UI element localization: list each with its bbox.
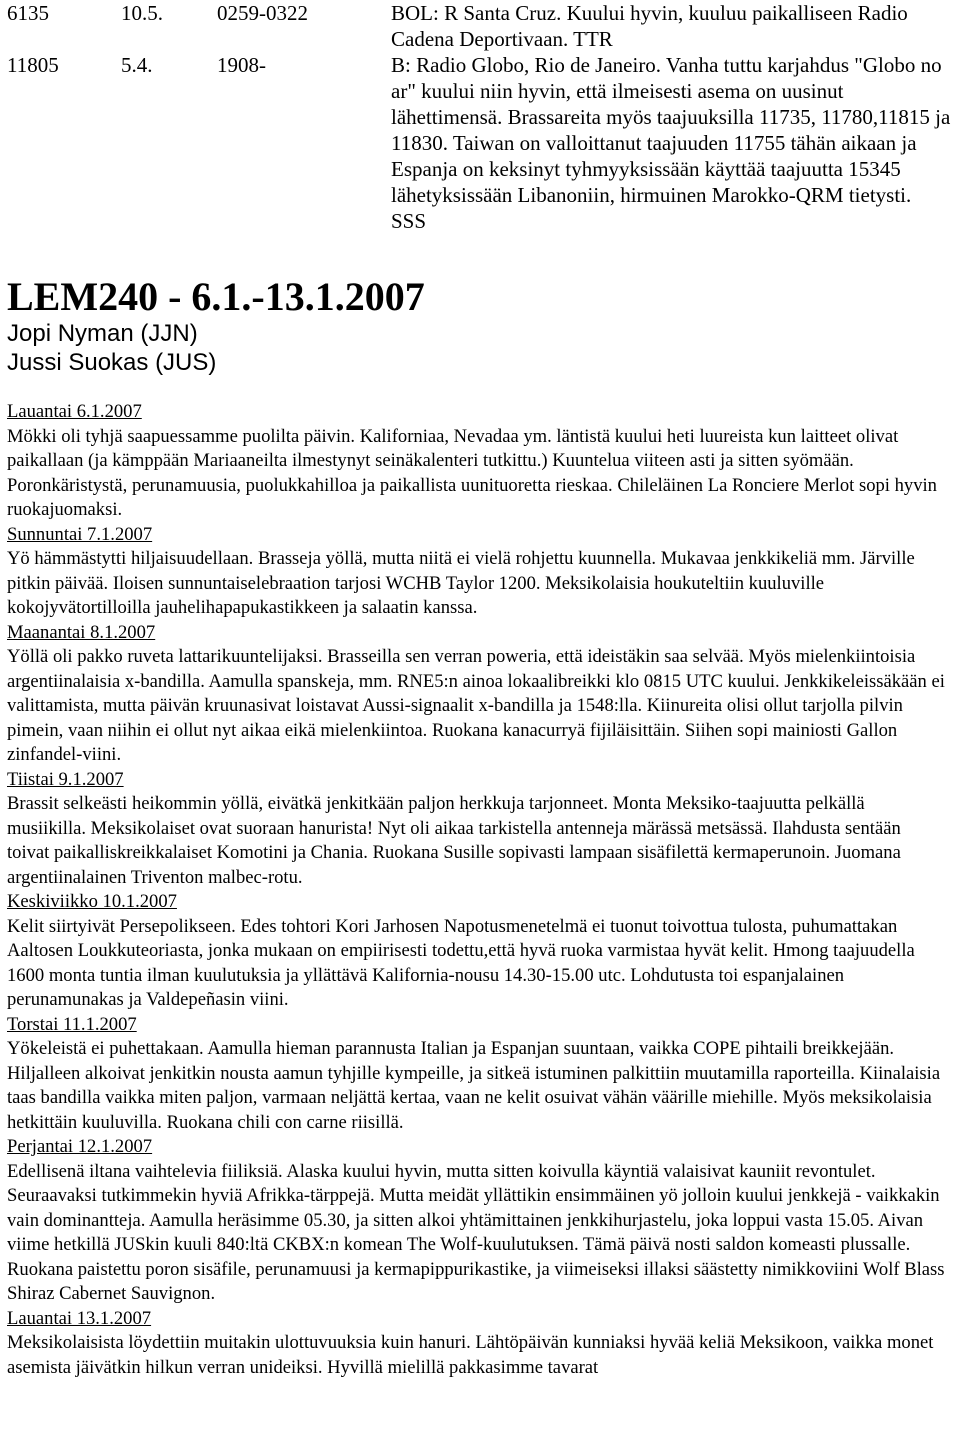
diary-day <box>7 621 947 768</box>
day-heading: Lauantai 6.1.2007 <box>7 401 142 422</box>
log-time: 1908- <box>217 53 266 77</box>
log-table <box>7 0 951 234</box>
day-text: Yöllä oli pakko ruveta lattarikuuntelijaksi. Brasseilla sen verran poweria, että ideistäkin saa selvää. Myös mielenkiintoisia argentiinalaisia x-bandilla. Aamulla spanskeja, mm. RNE5:n ainoa lokaalibreikki klo 0815 UTC kuului. Jenkkikeleissäkään ei valittamista, mutta päivän kruunasivat loistavat Aussi-signaalit x-bandilla ja 1548:lla. Kiinureita olisi ollut tarjolla pilvin pimein, vaan niihin ei ollut nyt aikaa eikä mielenkiintoa. Ruokana kanacurryä fijiläisittäin. Siihen sopi mainiosti Gallon zinfandel-viini. <box>7 646 945 765</box>
day-heading: Keskiviikko 10.1.2007 <box>7 891 177 912</box>
diary-day <box>7 400 947 523</box>
day-text: Mökki oli tyhjä saapuessamme puolilta päivin. Kaliforniaa, Nevadaa ym. läntistä kuului heti luureista kun laitteet olivat paikallaan (ja kämppään Mariaaneilta ilmestynyt seinäkalenteri tutkittu.) Kuuntelua viiteen asti ja sitten syömään. Poronkäristystä, perunamuusia, puolukkahilloa ja paikallista uunituoretta rieskaa. Chileläinen La Ronciere Merlot sopi hyvin ruokajuomaksi. <box>7 425 937 520</box>
day-text: Yö hämmästytti hiljaisuudellaan. Brasseja yöllä, mutta niitä ei vielä rohjettu kuunnella. Mukavaa jenkkikeliä mm. Järville pitkin päivää. Iloisen sunnuntaiselebraation tarjosi WCHB Taylor 1200. Meksikolaisia houkuteltiin kuuluville kokojyvätortilloilla jauhelihapapukastikkeen ja salaatin kanssa. <box>7 548 915 618</box>
log-date: 5.4. <box>121 53 153 77</box>
author-list <box>7 319 216 377</box>
day-text: Meksikolaisista löydettiin muitakin ulottuvuuksia kuin hanuri. Lähtöpäivän kunniaksi hyvää keliä Meksikoon, vaikka monet asemista jäivätkin hilkun verran unideiksi. Hyvillä mielillä pakkasimme tavarat <box>7 1332 934 1378</box>
log-text: BOL: R Santa Cruz. Kuului hyvin, kuuluu paikalliseen Radio Cadena Deportivaan. TTR <box>391 1 908 51</box>
log-frequency: 11805 <box>7 53 59 77</box>
diary <box>7 400 947 1380</box>
day-text: Edellisenä iltana vaihtelevia fiiliksiä. Alaska kuului hyvin, mutta sitten koivulla käyntiä valaisivat kauniit revontulet. Seuraavaksi tutkimmekin hyviä Afrikka-tärppejä. Mutta meidät yllättikin ensimmäinen yö jolloin kuului jenkkejä - vaikkakin vain dominantteja. Aamulla heräsimme 05.30, ja sitten alkoi yhtämittainen jenkkihurjastelu, joka loppui vasta 15.05. Aivan viime hetkillä JUSkin kuuli 840:ltä CKBX:n komean The Wolf-kuulutuksen. Tämä päivä nosti saldon komeasti plussalle. Ruokana paistettu poron sisäfile, perunamuusi ja kermapippurikastike, ja viimeiseksi illaksi säästetty nimikkoviini Wolf Blass Shiraz Cabernet Sauvignon. <box>7 1160 945 1304</box>
report-title: LEM240 - 6.1.-13.1.2007 <box>7 274 425 319</box>
day-text: Kelit siirtyivät Persepolikseen. Edes tohtori Kori Jarhosen Napotusmenetelmä ei tuonut toivottua tulosta, puhumattakan Aaltosen Loukkuteoriasta, jonka mukaan on empiirisesti todettu,että hyvä ruoka varmistaa hyvät kelit. Hmong taajuudella 1600 monta tuntia ilman kuulutuksia ja yllättävä Kalifornia-nousu 14.30-15.00 utc. Lohdutusta toi espanjalainen perunamunakas ja Valdepeñasin viini. <box>7 915 915 1010</box>
day-heading: Perjantai 12.1.2007 <box>7 1136 153 1157</box>
diary-day <box>7 1307 947 1381</box>
author-name: Jussi Suokas (JUS) <box>7 349 217 376</box>
day-heading: Lauantai 13.1.2007 <box>7 1307 152 1329</box>
log-entry <box>7 0 951 52</box>
log-date: 10.5. <box>121 1 163 25</box>
author-name: Jopi Nyman (JJN) <box>7 320 198 347</box>
day-heading: Maanantai 8.1.2007 <box>7 621 156 643</box>
day-heading: Tiistai 9.1.2007 <box>7 768 124 790</box>
diary-day <box>7 523 947 621</box>
diary-day <box>7 768 947 891</box>
diary-day <box>7 1013 947 1136</box>
diary-day <box>7 1135 947 1307</box>
day-heading: Torstai 11.1.2007 <box>7 1013 137 1035</box>
log-text: B: Radio Globo, Rio de Janeiro. Vanha tuttu karjahdus "Globo no ar" kuului niin hyvin, että ilmeisesti asema on uusinut lähettimensä. Brassareita myös taajuuksilla 11735, 11780,11815 ja 11830. Taiwan on valloittanut taajuuden 11755 tähän aikaan ja Espanja on keksinyt tyhmyyksissään käyttää taajuutta 15345 lähetyksissään Libanoniin, hirmuinen Marokko-QRM tietysti. SSS <box>391 53 951 233</box>
log-entry <box>7 52 951 234</box>
day-text: Yökeleistä ei puhettakaan. Aamulla hieman parannusta Italian ja Espanjan suuntaan, vaikka COPE pihtaili breikkejään. Hiljalleen alkoivat jenkitkin nousta aamun tyhjille kympeille, ja sitkeä istuminen palkittiin muutamilla raporteilla. Kiinalaisia taas bandilla vaikka miten paljon, varmaan neljättä kertaa, vaan ne kelit osuivat vähän väärille miehille. Myös meksikolaisia hetkittäin kuuluvilla. Ruokana chili con carne riisillä. <box>7 1038 941 1133</box>
day-heading: Sunnuntai 7.1.2007 <box>7 523 153 545</box>
diary-day <box>7 890 947 1013</box>
log-frequency: 6135 <box>7 1 49 25</box>
day-text: Brassit selkeästi heikommin yöllä, eivätkä jenkitkään paljon herkkuja tarjonneet. Monta Meksiko-taajuutta pelkällä musiikilla. Meksikolaiset ovat suoraan hanurista! Nyt oli aikaa tarkistella antenneja märässä metsässä. Ilahdusta sentään toivat paikalliskreikkalaiset Komotini ja Chania. Ruokana Susille sopivasti lampaan sisäfilettä kermaperunoin. Juomana argentiinalainen Triventon malbec-rotu. <box>7 793 901 888</box>
log-time: 0259-0322 <box>217 1 308 25</box>
